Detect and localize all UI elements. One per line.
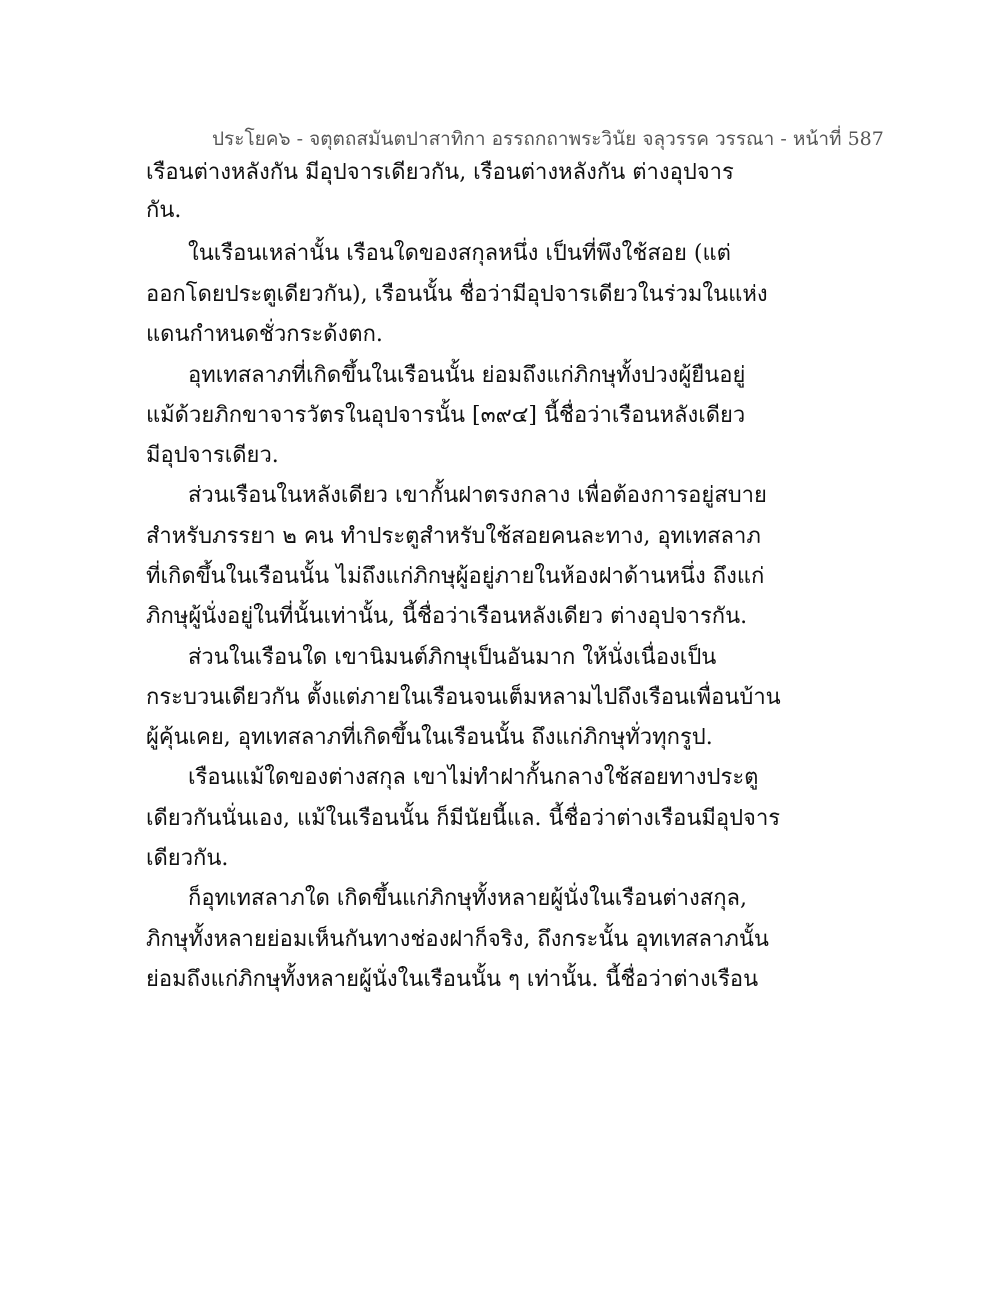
text-line: ในเรือนเหล่านั้น เรือนใดของสกุลหนึ่ง เป็นที่พึงใช้สอย (แต่ [188, 241, 731, 266]
text-line: ผู้คุ้นเคย, อุทเทสลาภที่เกิดขึ้นในเรือนนั้น ถึงแก่ภิกษุทั่วทุกรูป. [146, 725, 713, 750]
text-line: แม้ด้วยภิกขาจารวัตรในอุปจารนั้น [๓๙๔] นี้ชื่อว่าเรือนหลังเดียว [146, 403, 746, 428]
text-line: เดียวกัน. [146, 846, 229, 871]
text-line: แดนกำหนดชั่วกระด้งตก. [146, 322, 383, 347]
text-line: ออกโดยประตูเดียวกัน), เรือนนั้น ชื่อว่ามีอุปจารเดียวในร่วมในแห่ง [146, 282, 768, 307]
text-line: ย่อมถึงแก่ภิกษุทั้งหลายผู้นั่งในเรือนนั้น ๆ เท่านั้น. นี้ชื่อว่าต่างเรือน [146, 967, 759, 992]
text-line: สำหรับภรรยา ๒ คน ทำประตูสำหรับใช้สอยคนละทาง, อุทเทสลาภ [146, 524, 761, 549]
text-line: เรือนต่างหลังกัน มีอุปจารเดียวกัน, เรือนต่างหลังกัน ต่างอุปจาร [146, 160, 734, 185]
text-line: อุทเทสลาภที่เกิดขึ้นในเรือนนั้น ย่อมถึงแก่ภิกษุทั้งปวงผู้ยืนอยู่ [188, 363, 746, 388]
text-line: กระบวนเดียวกัน ตั้งแต่ภายในเรือนจนเต็มหลามไปถึงเรือนเพื่อนบ้าน [146, 685, 781, 710]
text-line: กัน. [146, 198, 182, 223]
text-line: ก็อุทเทสลาภใด เกิดขึ้นแก่ภิกษุทั้งหลายผู้นั่งในเรือนต่างสกุล, [188, 886, 747, 911]
page-header: ประโยค๖ - จตุตถสมันตปาสาทิกา อรรถกถาพระวินัย จลุวรรค วรรณา - หน้าที่ 587 [212, 128, 884, 150]
text-line: ภิกษุทั้งหลายย่อมเห็นกันทางช่องฝาก็จริง, ถึงกระนั้น อุทเทสลาภนั้น [146, 927, 769, 952]
text-line: เรือนแม้ใดของต่างสกุล เขาไม่ทำฝากั้นกลางใช้สอยทางประตู [188, 765, 759, 790]
text-line: ที่เกิดขึ้นในเรือนนั้น ไม่ถึงแก่ภิกษุผู้อยู่ภายในห้องฝาด้านหนึ่ง ถึงแก่ [146, 564, 765, 589]
text-line: ส่วนในเรือนใด เขานิมนต์ภิกษุเป็นอันมาก ให้นั่งเนื่องเป็น [188, 645, 717, 670]
text-line: ส่วนเรือนในหลังเดียว เขากั้นฝาตรงกลาง เพื่อต้องการอยู่สบาย [188, 483, 767, 508]
text-line: เดียวกันนั่นเอง, แม้ในเรือนนั้น ก็มีนัยนี้แล. นี้ชื่อว่าต่างเรือนมีอุปจาร [146, 806, 781, 831]
text-line: มีอุปจารเดียว. [146, 443, 279, 468]
text-line: ภิกษุผู้นั่งอยู่ในที่นั้นเท่านั้น, นี้ชื่อว่าเรือนหลังเดียว ต่างอุปจารกัน. [146, 604, 748, 629]
